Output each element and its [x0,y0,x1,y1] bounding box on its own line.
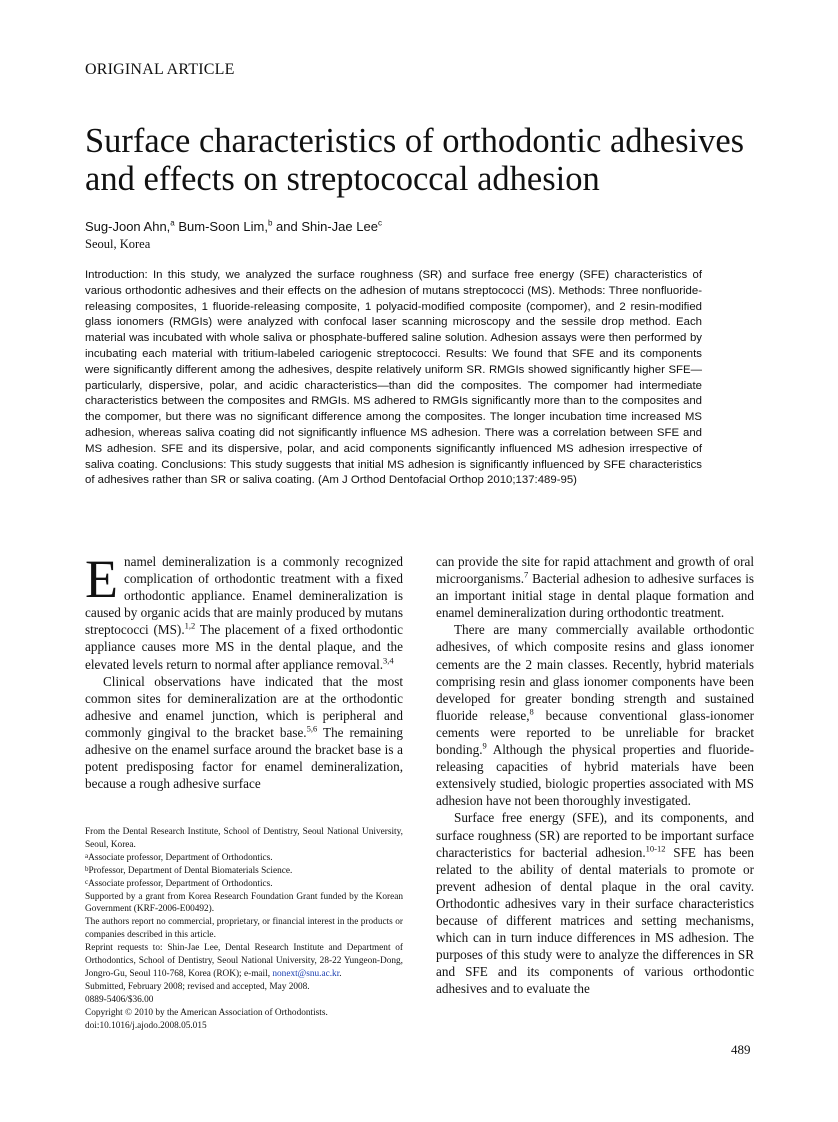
footnote-issn: 0889-5406/$36.00 [85,994,154,1005]
page-number: 489 [731,1042,751,1057]
body-paragraph [85,673,403,793]
footnote-submitted: Submitted, February 2008; revised and accepted, May 2008. [85,981,310,992]
author-name: Bum-Soon Lim, [174,219,268,234]
footnote-mark: a [85,851,89,860]
citation-ref: 10-12 [645,843,666,854]
body-text: The placement of a fixed orthodontic appliance causes more MS in the dental plaque, and the elevated levels return to normal after appliance removal. [85,622,404,672]
footnote-grant: Supported by a grant from Korea Research Foundation Grant funded by the Korean Government (KRF-2006-E00492). [85,891,403,915]
body-paragraph [436,621,754,809]
body-text: namel demineralization is a commonly recognized complication of orthodontic treatment with a fixed orthodontic appliance. Enamel demineralization is caused by organic acids that are mainly produced by mutans streptococci (MS). [85,554,403,638]
section-label: ORIGINAL ARTICLE [85,61,235,78]
body-text: Although the physical properties and fluoride-releasing capacities of hybrid materials have been extensively studied, biologic properties associated with MS adhesion have not been thoroughly investigated. [436,742,754,809]
body-paragraph [436,809,754,997]
citation-ref: 3,4 [383,655,394,666]
footnote-text: Reprint requests to: Shin-Jae Lee, Dental Research Institute and Department of Orthodontics, School of Dentistry, Seoul National University, 28-22 Yungeon-Dong, Jongro-Gu, Seoul 110-768, Korea (ROK); e-mail, [85,943,403,979]
footnote-disclosure: The authors report no commercial, proprietary, or financial interest in the products or companies described in this article. [85,917,403,941]
body-paragraph [436,553,754,621]
citation-ref: 8 [529,706,534,717]
body-text: There are many commercially available orthodontic adhesives, of which composite resins and glass ionomer cements are the 2 main classes. Recently, hybrid materials comprising resin and glass ionomer components have been developed for greater bonding strength and sustained fluoride release, [436,622,754,723]
author-affiliation-mark: c [377,218,382,228]
body-text: The remaining adhesive on the enamel surface around the bracket base is a potent predisposing factor for enamel demineralization, because a rough adhesive surface [85,724,403,792]
footnote-author-b [85,865,403,878]
footnote-copyright: Copyright © 2010 by the American Association of Orthodontists. [85,1007,328,1018]
footnote-text: Associate professor, Department of Orthodontics. [88,852,273,863]
footnote-text: Professor, Department of Dental Biomaterials Science. [88,865,293,876]
footnote-author-c [85,878,403,891]
footnote-reprint: Reprint requests to: Shin-Jae Lee, Dental Research Institute and Department of Orthodontics, School of Dentistry, Seoul National University, 28-22 Yungeon-Dong, Jongro-Gu, Seoul 110-768, Korea (ROK); e-mail, nonext@snu.ac.kr. [85,943,403,979]
author-name: Sug-Joon Ahn, [85,219,171,234]
article-title: Surface characteristics of orthodontic adhesives and effects on streptococcal adhesion [85,122,745,198]
body-text: can provide the site for rapid attachment and growth of oral microorganisms. [436,554,754,587]
author-list [85,219,382,234]
footnote-mark: b [85,864,89,873]
email-link[interactable]: nonext@snu.ac.kr [272,968,340,979]
body-text: Clinical observations have indicated that the most common sites for demineralization are at the orthodontic adhesive and enamel junction, which is peripheral and commonly gingival to the bracket base. [85,673,403,740]
body-column-right [436,553,754,997]
footnote-mark: c [85,877,89,886]
citation-ref: 5,6 [306,723,318,734]
footnote-affiliation: From the Dental Research Institute, School of Dentistry, Seoul National University, Seoul, Korea. [85,827,403,850]
author-location: Seoul, Korea [85,237,151,251]
body-text: Surface free energy (SFE), and its components, and surface roughness (SR) are reported to be important surface characteristics for bacterial adhesion. [436,810,754,860]
footnote-doi: doi:10.1016/j.ajodo.2008.05.015 [85,1020,207,1031]
body-column-left [85,549,404,792]
abstract: Introduction: In this study, we analyzed the surface roughness (SR) and surface free energy (SFE) characteristics of various orthodontic adhesives and their effects on the adhesion of mutans streptococci (MS). Methods: Three nonfluoride-releasing composites, 1 fluoride-releasing composite, 1 polyacid-modified composite (compomer), and 2 resin-modified glass ionomers (RMGIs) were analyzed with confocal laser scanning microscopy and the sessile drop method. Each material was incubated with whole saliva or phosphate-buffered saline solution. Adhesion assays were then performed by incubating each material with tritium-labeled cariogenic streptococci. Results: We found that SFE and its components were significantly different among the adhesives, despite relatively uniform SR. RMGIs showed significantly higher SFE—particularly, dispersive, polar, and acidic characteristics—than did the composites. The compomer had intermediate characteristics between the composites and RMGIs. MS adhered to RMGIs significantly more than to the composites and the compomer, but there was no significant difference among the composites. The longer incubation time increased MS adhesion, whereas saliva coating did not significantly influence MS adhesion. There was a correlation between SFE and MS adhesion. SFE and its dispersive, polar, and acid components significantly influenced MS adhesion irrespective of saliva coating. Conclusions: This study suggests that initial MS adhesion is significantly influenced by SFE characteristics of adhesives rather than SR or saliva coating. (Am J Orthod Dentofacial Orthop 2010;137:489-95) [85,269,702,487]
citation-ref: 1,2 [184,620,196,631]
drop-cap: E [85,549,118,609]
body-text: because conventional glass-ionomer cements were reported to be unreliable for bracket bonding. [436,707,754,758]
author-affiliation-mark: a [170,218,175,228]
body-text: Bacterial adhesion to adhesive surfaces is an important initial stage in dental plaque formation and enamel demineralization during orthodontic treatment. [436,571,754,621]
body-text: SFE has been related to the ability of dental materials to promote or prevent adhesion of dental plaque in the oral cavity. Orthodontic adhesives vary in their surface characteristics because of different matrices and setting mechanisms, which can in turn induce differences in MS adhesion. The purposes of this study were to analyze the differences in SR and SFE and its components of various orthodontic adhesives and to evaluate the [436,844,754,997]
body-paragraph [85,549,404,673]
footnotes [85,826,403,1033]
author-affiliation-mark: b [267,218,273,228]
footnote-author-a [85,852,403,865]
citation-ref: 9 [482,740,487,751]
footnote-text: Associate professor, Department of Orthodontics. [88,878,273,889]
citation-ref: 7 [524,569,529,580]
author-name: and Shin-Jae Lee [272,219,378,234]
